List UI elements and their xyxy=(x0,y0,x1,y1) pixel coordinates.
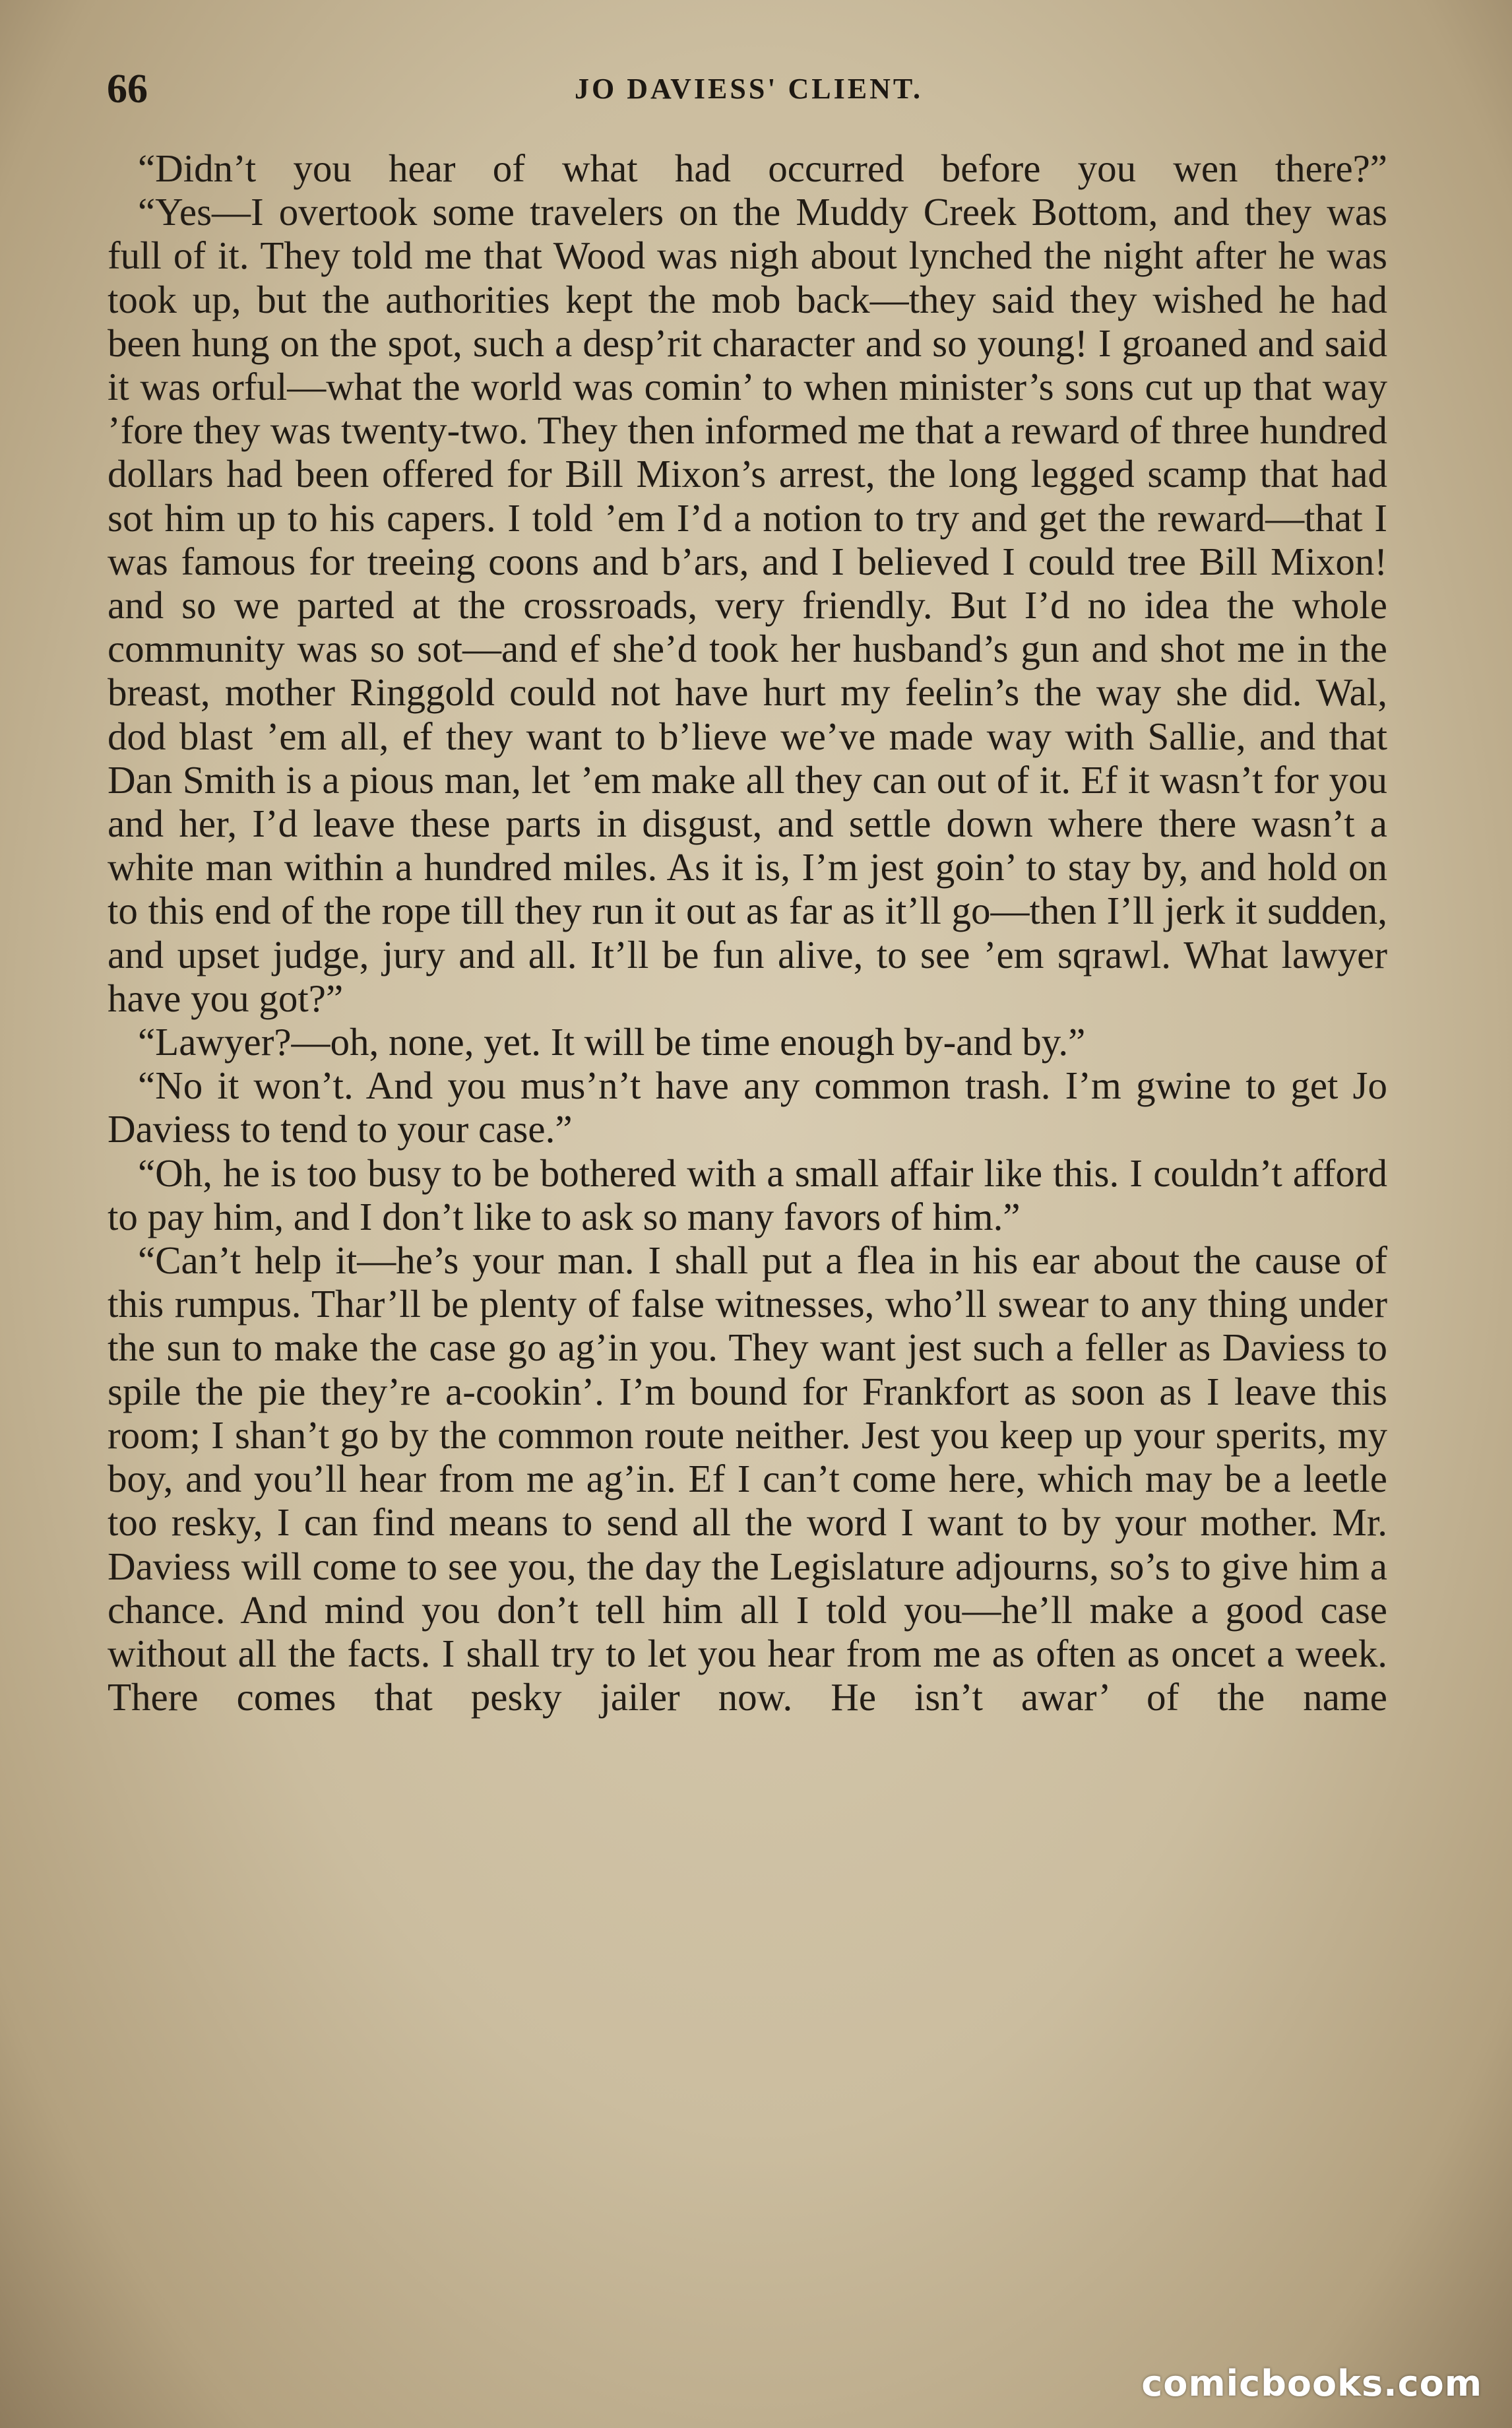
paragraph-4: “No it won’t. And you mus’n’t have any common trash. I’m gwine to get Jo Daviess to tend to your case.” xyxy=(108,1064,1387,1151)
paragraph-1: “Didn’t you hear of what had occurred before you wen there?” xyxy=(138,146,1387,190)
paragraph-2: “Yes—I overtook some travelers on the Muddy Creek Bottom, and they was full of it. They told me that Wood was nigh about lynched the night after he was took up, but the authorities kept the mob back—they said they wished he had been hung on the spot, such a desp’rit character and so young! I groaned and said it was orful—what the world was comin’ to when minister’s sons cut up that way ’fore they was twenty-two. They then informed me that a reward of three hundred dollars had been offered for Bill Mixon’s arrest, the long legged scamp that had sot him up to his capers. I told ’em I’d a notion to try and get the reward—that I was famous for treeing coons and b’ars, and I believed I could tree Bill Mixon! and so we parted at the crossroads, very friendly. But I’d no idea the whole community was so sot—and ef she’d took her husband’s gun and shot me in the breast, mother Ringgold could not have hurt my feelin’s the way she did. Wal, dod blast ’em all, ef they want to b’lieve we’ve made way with Sallie, and that Dan Smith is a pious man, let ’em make all they can out of it. Ef it wasn’t for you and her, I’d leave these parts in disgust, and settle down where there wasn’t a white man within a hundred miles. As it is, I’m jest goin’ to stay by, and hold on to this end of the rope till they run it out as far as it’ll go—then I’ll jerk it sudden, and upset judge, jury and all. It’ll be fun alive, to see ’em sqrawl. What lawyer have you got?” xyxy=(108,190,1387,1020)
page-number: 66 xyxy=(107,67,148,112)
page-header xyxy=(106,63,1392,115)
watermark: comicbooks.com xyxy=(1141,2363,1482,2404)
running-head: JO DAVIESS' CLIENT. xyxy=(575,73,923,105)
paragraph-6: “Can’t help it—he’s your man. I shall put a flea in his ear about the cause of this rumpus. Thar’ll be plenty of false witnesses, who’ll swear to any thing under the sun to make the case go ag’in you. They want jest such a feller as Daviess to spile the pie they’re a-cookin’. I’m bound for Frankfort as soon as I leave this room; I shan’t go by the common route neither. Jest you keep up your sperits, my boy, and you’ll hear from me ag’in. Ef I can’t come here, which may be a leetle too resky, I can find means to send all the word I want to by your mother. Mr. Daviess will come to see you, the day the Legislature adjourns, so’s to give him a chance. And mind you don’t tell him all I told you—he’ll make a good case without all the facts. I shall try to let you hear from me as often as oncet a week. There comes that pesky jailer now. He isn’t awar’ of the name xyxy=(108,1238,1387,1719)
body-text xyxy=(108,146,1387,1719)
paragraph-5: “Oh, he is too busy to be bothered with a small affair like this. I couldn’t afford to pay him, and I don’t like to ask so many favors of him.” xyxy=(108,1151,1387,1238)
paragraph-3: “Lawyer?—oh, none, yet. It will be time enough by-and by.” xyxy=(138,1020,1086,1064)
